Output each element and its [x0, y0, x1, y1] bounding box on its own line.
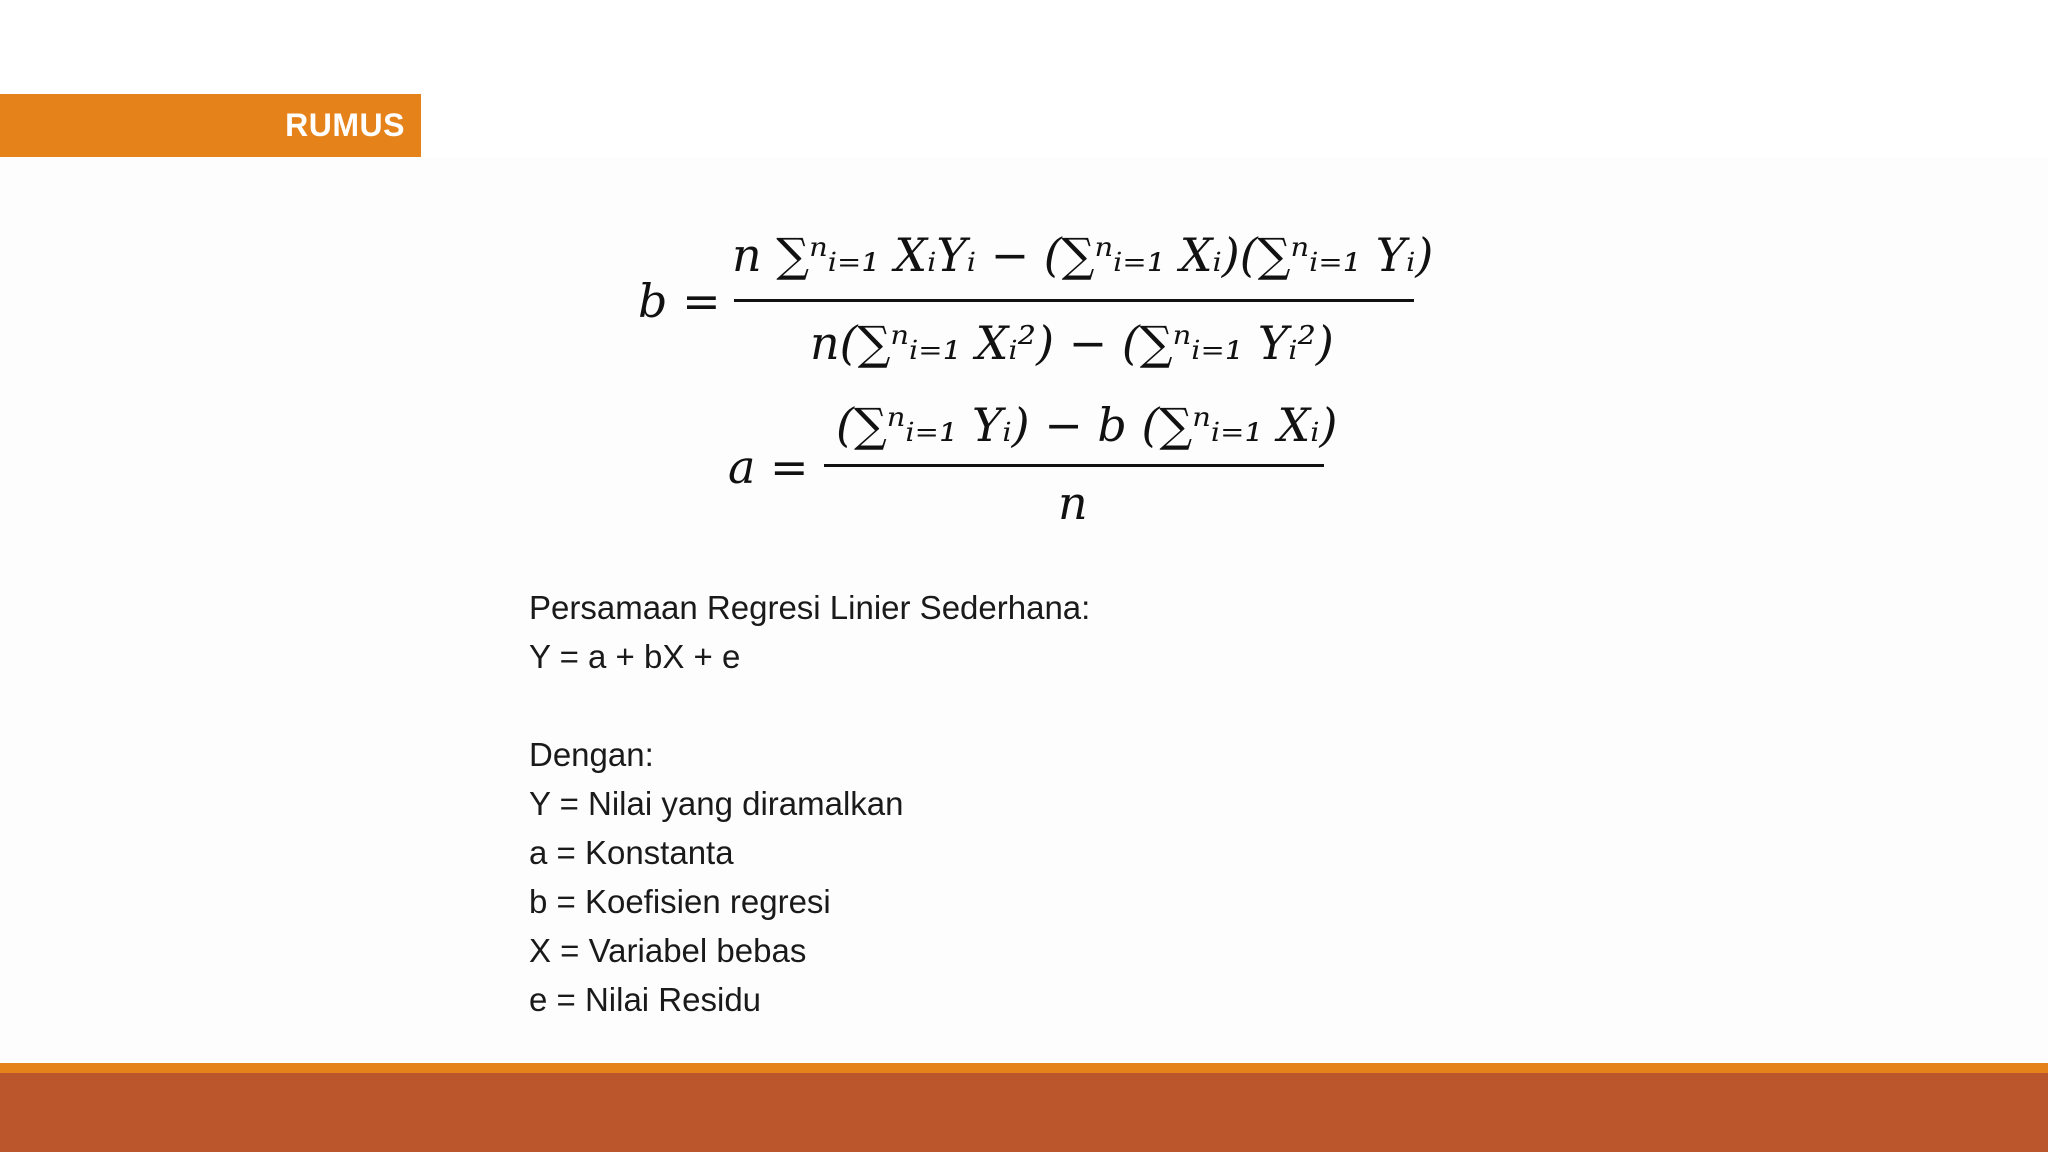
body-with-label: Dengan:: [529, 736, 654, 773]
body-equation: Y = a + bX + e: [529, 638, 741, 675]
formula-b-numerator: n ∑ⁿᵢ₌₁ XᵢYᵢ − (∑ⁿᵢ₌₁ Xᵢ)(∑ⁿᵢ₌₁ Yᵢ): [732, 228, 1434, 282]
definition-item: a = Konstanta: [529, 834, 734, 871]
body-text: [529, 583, 1090, 1024]
definition-item: b = Koefisien regresi: [529, 883, 831, 920]
definition-item: Y = Nilai yang diramalkan: [529, 785, 904, 822]
formula-b-fraction-bar: [734, 299, 1414, 302]
footer-band: [0, 1073, 2048, 1152]
formula-b-lhs: b =: [638, 274, 721, 328]
formula-a-lhs: a =: [728, 440, 809, 494]
footer-accent-stripe: [0, 1063, 2048, 1073]
body-heading: Persamaan Regresi Linier Sederhana:: [529, 589, 1091, 626]
formula-a-denominator: n: [1058, 476, 1088, 530]
formula-a-numerator: (∑ⁿᵢ₌₁ Yᵢ) − b (∑ⁿᵢ₌₁ Xᵢ): [836, 398, 1338, 452]
body-spacer: [529, 681, 1090, 730]
definition-item: X = Variabel bebas: [529, 932, 807, 969]
definition-item: e = Nilai Residu: [529, 981, 762, 1018]
slide-title: RUMUS: [0, 94, 421, 157]
formula-a-fraction-bar: [824, 464, 1324, 467]
formula-b-denominator: n(∑ⁿᵢ₌₁ Xᵢ²) − (∑ⁿᵢ₌₁ Yᵢ²): [810, 316, 1334, 370]
